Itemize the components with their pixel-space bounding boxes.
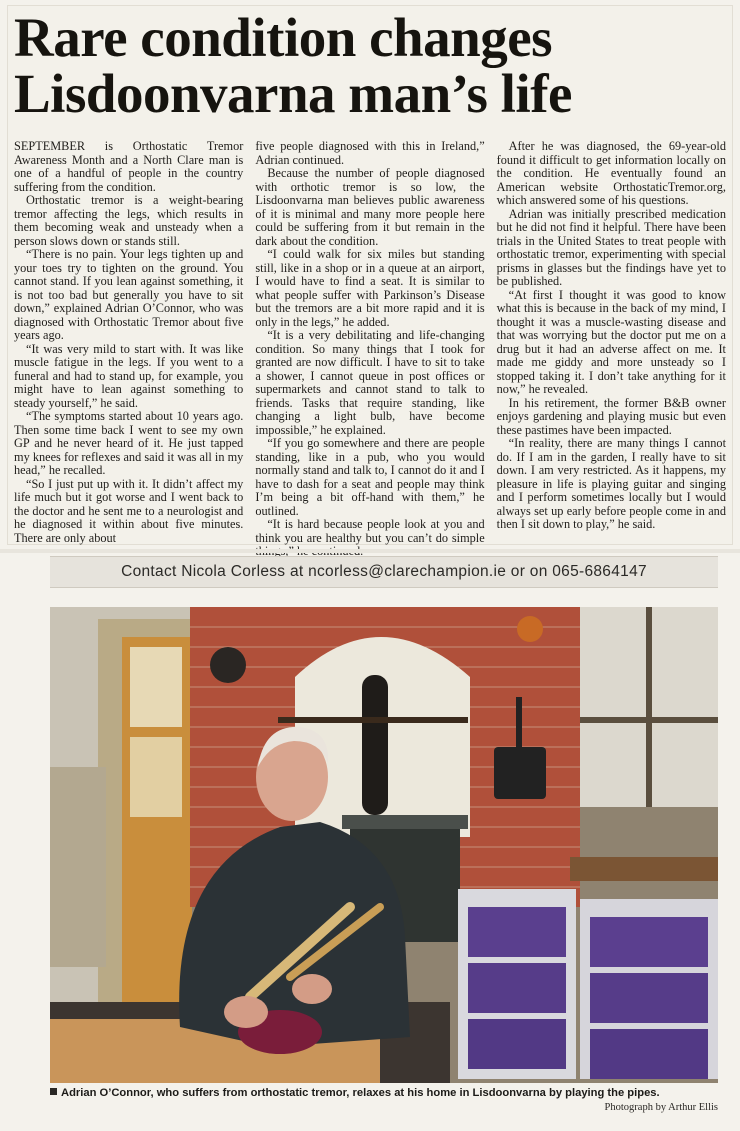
paragraph: “It is hard because people look at you and think you are healthy but you can’t do simple (255, 517, 485, 545)
paragraph: After he was diagnosed, the 69-year-old found it difficult to get information locally on the condition. He eventually found an American website OrthostaticTremor.org, which answered some of his questions. (496, 139, 726, 207)
paragraph: Adrian was initially prescribed medication but he did not find it helpful. There have been trials in the United States to treat people with orthostatic tremor, experimenting with special prisms in glasses but the findings have yet to be published. (496, 206, 726, 288)
paragraph: “So I just put up with it. It didn’t affect my life much but it got worse and I went back to the doctor and he sent me to a neurologist and he diagnosed it within about five minutes. There are only about (14, 476, 244, 545)
paragraph: “The symptoms started about 10 years ago. Then some time back I went to see my own GP and he never heard of it. He just tapped my knees for reflexes and said it was all in my head,” he recalled. (14, 409, 244, 477)
caption-marker-icon (50, 1088, 57, 1095)
headline-line-1: Rare condition changes (14, 7, 553, 68)
paragraph: “It is a very debilitating and life-changing condition. So many things that I took for granted are now difficult. I have to sit to take a shower, I cannot queue in post offices or supermarkets and cannot stand to talk to friends. Tasks that require standing, like changing a light bulb, have become impossible,” he explained. (255, 328, 485, 437)
paragraph: “If you go somewhere and there are people standing, like in a pub, who you would normally stand and talk to, I cannot do it and I have to dash for a seat and people may think I’m being a bit off-hand with them,” he outlined. (255, 436, 485, 518)
headline-line-2: Lisdoonvarna man’s life (14, 63, 572, 124)
caption-text: Adrian O’Connor, who suffers from orthostatic tremor, relaxes at his home in Lisdoonvarna by playing the pipes. (61, 1087, 660, 1099)
column-3 (497, 140, 726, 540)
paragraph: “There is no pain. Your legs tighten up and your toes try to tighten on the ground. You cannot stand. If you lean against something, it is not too bad but generally you have to sit down,” explained Adrian O’Connor, who was diagnosed with Orthostatic Tremor about five years ago. (14, 247, 244, 342)
paragraph: “It was very mild to start with. It was like muscle fatigue in the legs. If you went to a funeral and had to stand up, for example, you might have to lean against something to steady yourself,” he said. (14, 341, 244, 410)
column-2 (255, 139, 485, 545)
article-photo (50, 607, 718, 1083)
headline (14, 7, 726, 124)
paragraph: Orthostatic tremor is a weight-bearing tremor affecting the legs, which results in them becoming weak and unsteady when a person slows down or stands still. (14, 193, 244, 248)
photo-credit: Photograph by Arthur Ellis (604, 1102, 718, 1113)
contact-bar (50, 556, 718, 588)
paragraph: “I could walk for six miles but standing still, like in a shop or in a queue at an airport, I would have to find a seat. It is similar to what people suffer with Parkinson’s Disease but the tremors are a bit more rapid and it is only in the legs,” he added. (255, 247, 485, 329)
paragraph: In his retirement, the former B&B owner enjoys gardening and playing music but even these pastimes have been impacted. (496, 395, 726, 437)
paragraph: “In reality, there are many things I cannot do. If I am in the garden, I really have to sit down. I am very restricted. As it happens, my pleasure in life is playing guitar and singing and I perform sometimes locally but I would always set up early before people come in and then I sit down to play,” he said. (496, 436, 726, 531)
paragraph: Because the number of people diagnosed with orthotic tremor is so low, the Lisdoonvarna man believes public awareness of it is minimal and many more people here could be suffering from it but remain in the dark about the condition. (255, 166, 485, 248)
paragraph: SEPTEMBER is Orthostatic Tremor Awareness Month and a North Clare man is one of a handful of people in the country suffering from the condition. (14, 139, 244, 194)
paragraph: five people diagnosed with this in Ireland,” Adrian continued. (255, 139, 485, 167)
article-body (14, 139, 726, 545)
paragraph: “At first I thought it was good to know what this is because in the back of my mind, I thought it was a muscle-wasting disease and that was worrying but the doctor put me on a drug but it had an adverse affect on me. It made me giddy and more unsteady so I stopped taking it. I don’t take anything for it now,” he revealed. (496, 287, 726, 396)
contact-text: Contact Nicola Corless at ncorless@clarechampion.ie or on 065-6864147 (121, 563, 647, 580)
article-clipping (8, 6, 732, 544)
divider (0, 549, 740, 553)
column-1 (14, 139, 244, 545)
photo-caption (50, 1087, 718, 1099)
